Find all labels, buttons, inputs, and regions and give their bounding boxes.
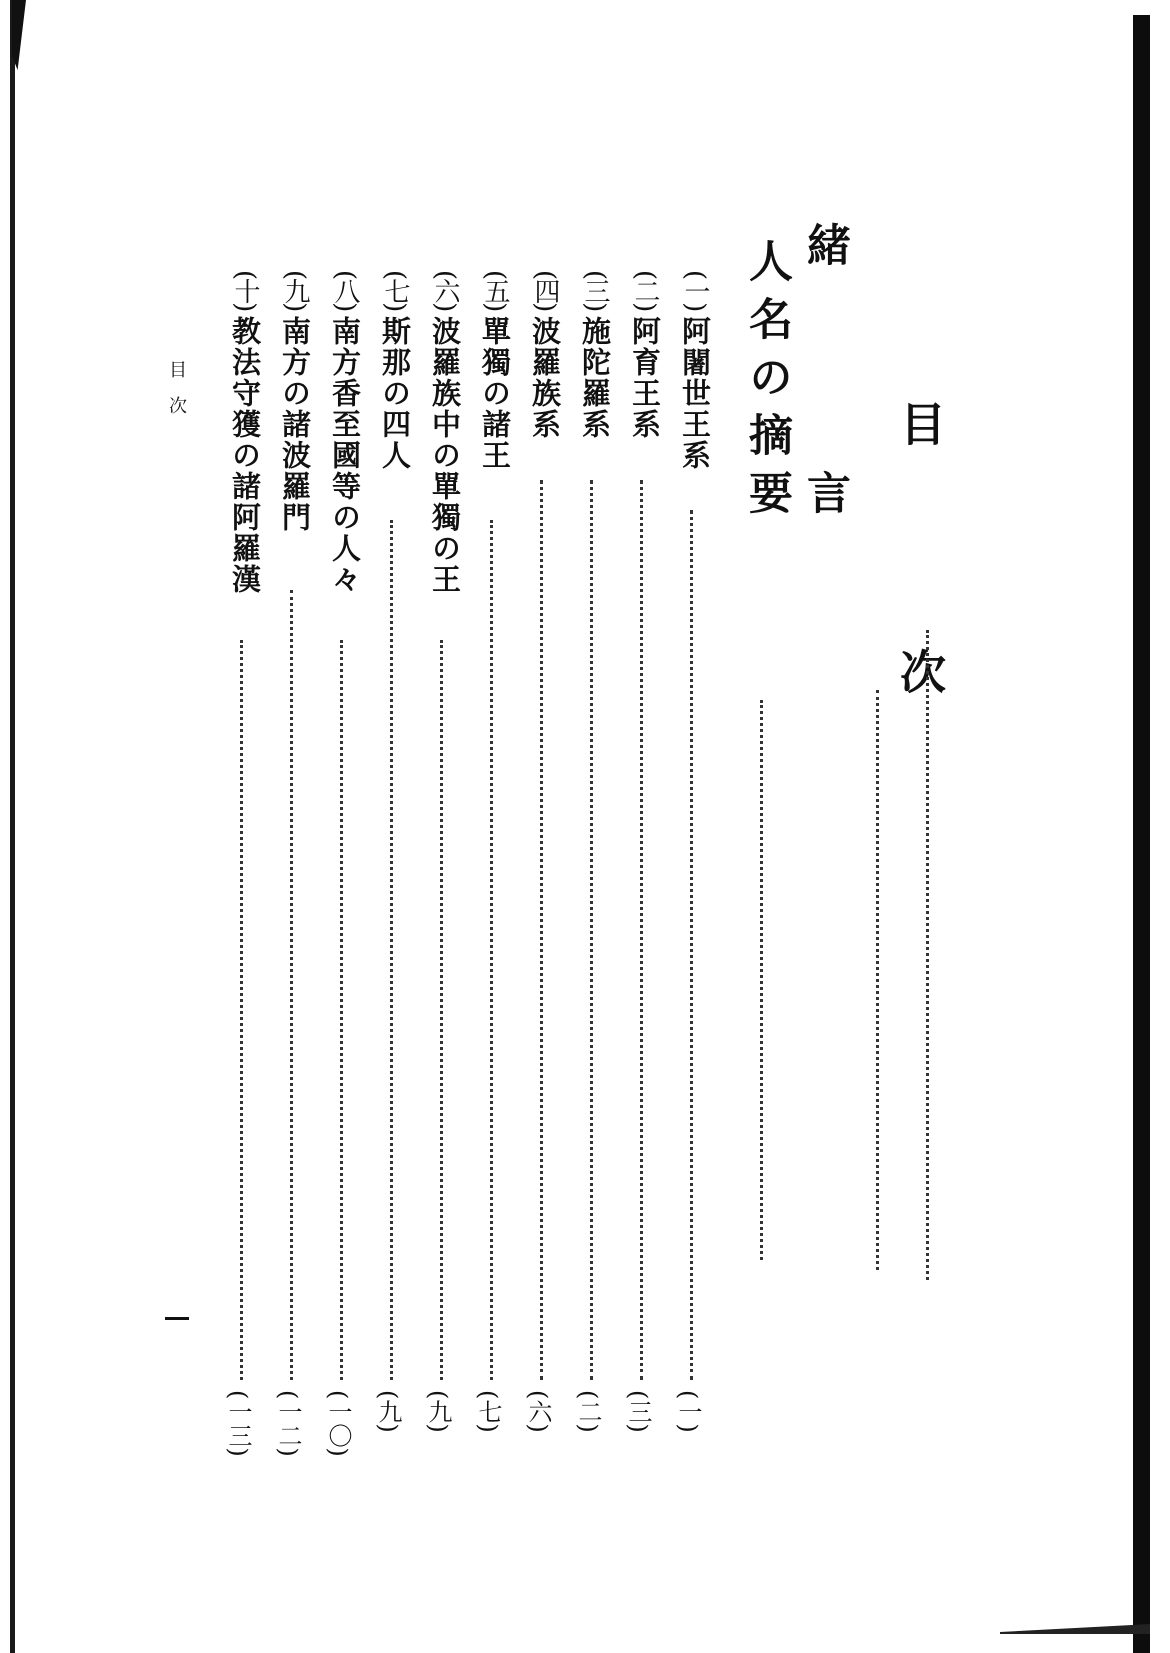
entry-leader	[240, 640, 243, 1380]
scan-right-edge	[1133, 15, 1150, 1653]
entry-leader	[490, 520, 493, 1380]
entry-number: (九)	[280, 270, 310, 311]
entry-label: 波羅族系	[528, 316, 562, 441]
entry-page: (六)	[524, 1390, 552, 1433]
running-head: 目 次	[166, 360, 187, 414]
entry-label: 南方の諸波羅門	[278, 316, 312, 534]
entry-number: (一)	[680, 270, 710, 311]
entry-number: (四)	[530, 270, 560, 311]
entry-number: (八)	[330, 270, 360, 311]
entry-page: (一三)	[224, 1390, 252, 1457]
entry-page: (七)	[474, 1390, 502, 1433]
section-leader-names	[760, 700, 763, 1260]
entry-leader	[540, 480, 543, 1380]
entry-page: (三)	[624, 1390, 652, 1433]
entry-label: 斯那の四人	[378, 316, 412, 472]
entry-leader	[340, 640, 343, 1380]
entry-label: 南方香至國等の人々	[328, 316, 362, 596]
entry-number: (七)	[380, 270, 410, 311]
toc-title: 目 次	[893, 400, 947, 772]
entry-leader	[290, 590, 293, 1380]
entry-leader	[440, 640, 443, 1380]
entry-label: 教法守獲の諸阿羅漢	[228, 316, 262, 596]
section-leader-intro	[926, 630, 929, 1280]
entry-leader	[590, 480, 593, 1380]
scan-left-mark	[12, 0, 26, 70]
entry-label: 波羅族中の單獨の王	[428, 316, 462, 596]
entry-label: 阿育王系	[628, 316, 662, 441]
entry-number: (三)	[580, 270, 610, 311]
entry-label: 施陀羅系	[578, 316, 612, 441]
section-leader-intro-b	[876, 690, 879, 1270]
scan-right-foot	[1000, 1624, 1150, 1634]
entry-number: (二)	[630, 270, 660, 311]
section-heading-names: 人名の摘要	[741, 238, 792, 528]
entry-page: (一)	[674, 1390, 702, 1433]
entry-leader	[390, 520, 393, 1380]
entry-page: (一二)	[274, 1390, 302, 1457]
entry-leader	[690, 510, 693, 1380]
entry-leader	[640, 480, 643, 1380]
entry-page: (二)	[574, 1390, 602, 1433]
section-heading-intro: 緒 言	[799, 222, 850, 594]
entry-page: (一〇)	[324, 1390, 352, 1457]
entry-number: (六)	[430, 270, 460, 311]
entry-number: (五)	[480, 270, 510, 311]
entry-label: 單獨の諸王	[478, 316, 512, 472]
entry-page: (九)	[374, 1390, 402, 1433]
page-folio	[165, 1317, 189, 1320]
entry-label: 阿闍世王系	[678, 316, 712, 472]
entry-number: (十)	[230, 270, 260, 311]
scan-left-edge	[10, 0, 15, 1653]
entry-page: (九)	[424, 1390, 452, 1433]
